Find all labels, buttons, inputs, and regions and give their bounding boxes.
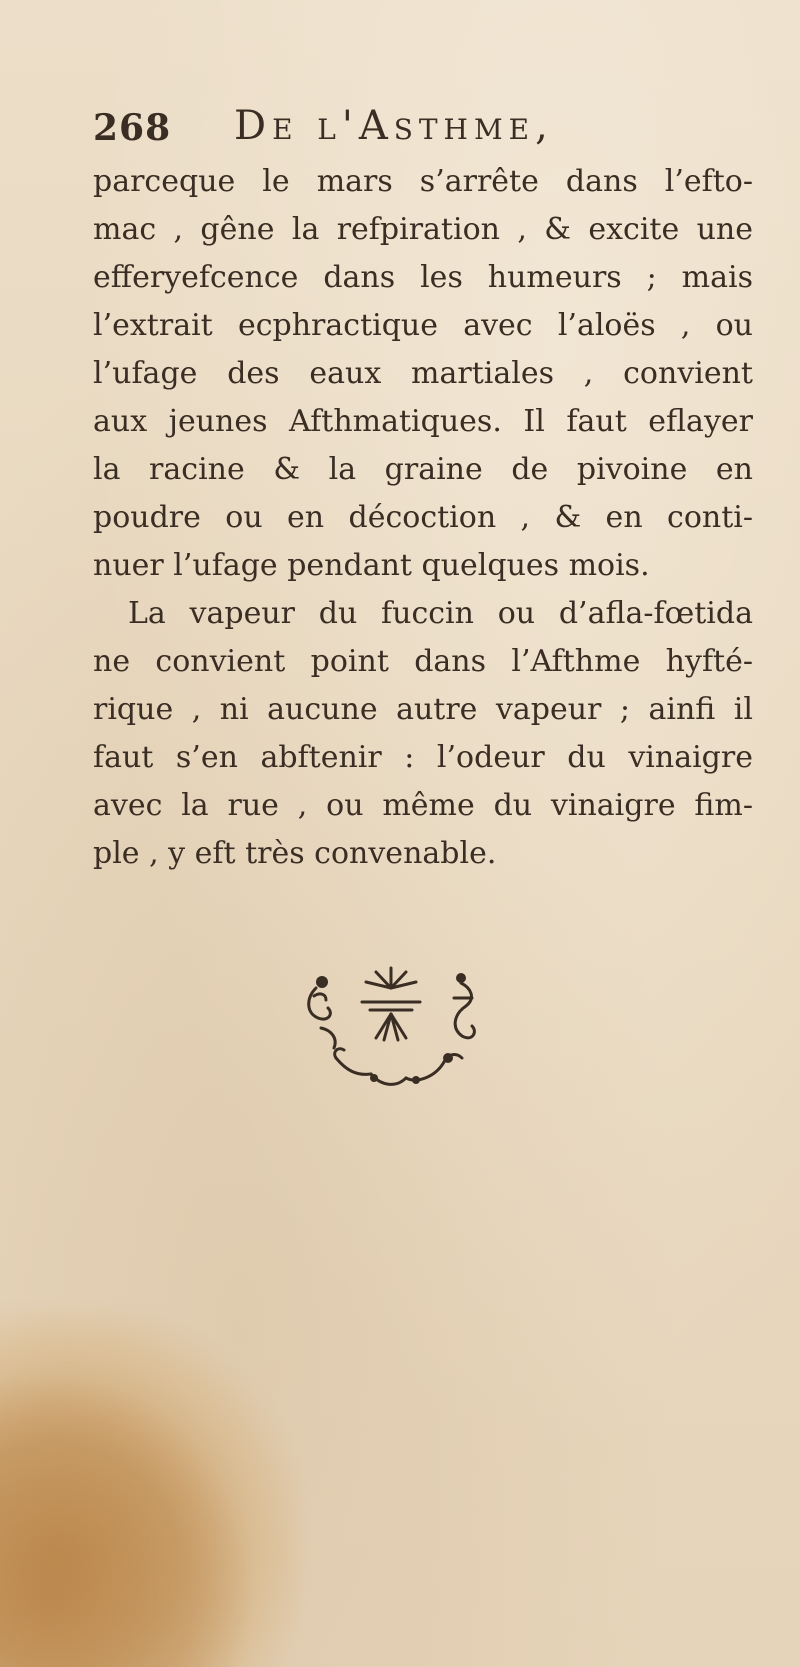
text-line: aux jeunes Afthmatiques. Il faut eflayer [93, 404, 753, 439]
text-line: faut s’en abftenir : l’odeur du vinaigre [93, 740, 753, 775]
page-number: 268 [93, 107, 172, 149]
text-line: poudre ou en décoction , & en conti- [93, 500, 753, 535]
text-line: l’extrait ecphractique avec l’aloës , ou [93, 308, 753, 343]
text-line: nuer l’ufage pendant quelques mois. [93, 548, 650, 583]
text-line: rique , ni aucune autre vapeur ; ainfi il [93, 692, 753, 727]
text-line: parceque le mars s’arrête dans l’efto- [93, 164, 753, 199]
body-text [93, 158, 753, 878]
text-line: l’ufage des eaux martiales , convient [93, 356, 753, 391]
text-line: mac , gêne la refpiration , & excite une [93, 212, 753, 247]
text-line: avec la rue , ou même du vinaigre fim- [93, 788, 753, 823]
text-line: ple , y eft très convenable. [93, 836, 497, 871]
water-stain-edge [0, 1380, 250, 1667]
page-header [0, 103, 800, 153]
text-line: La vapeur du fuccin ou d’afla-fœtida [128, 596, 753, 631]
running-title: De l'Asthme, [234, 103, 554, 149]
text-line: efferyefcence dans les humeurs ; mais [93, 260, 753, 295]
floral-tailpiece-icon [276, 958, 506, 1108]
text-line: ne convient point dans l’Afthme hyfté- [93, 644, 753, 679]
text-line: la racine & la graine de pivoine en [93, 452, 753, 487]
